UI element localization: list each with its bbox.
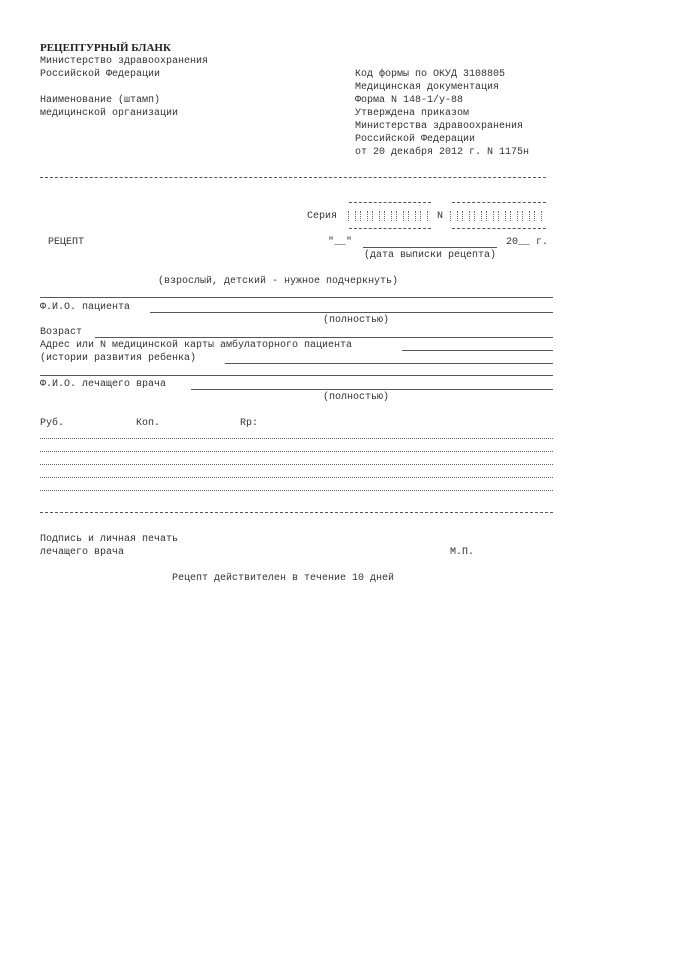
age-label: Возраст [40, 327, 83, 338]
series-cell[interactable] [396, 211, 404, 221]
prescription-line[interactable] [40, 477, 553, 478]
number-bottom-rule [452, 228, 546, 229]
number-cell[interactable] [522, 211, 530, 221]
address-label: Адрес или N медицинской карты амбулаторного пациента [40, 340, 353, 351]
number-cell[interactable] [450, 211, 458, 221]
approved-line: Утверждена приказом [355, 108, 470, 119]
patient-type-note: (взрослый, детский - нужное подчеркнуть) [158, 276, 399, 287]
signature-label-2: лечащего врача [40, 547, 125, 558]
recipe-label: РЕЦЕПТ [48, 237, 85, 248]
kop-label: Коп. [136, 418, 161, 429]
doctor-name-label: Ф.И.О. лечащего врача [40, 379, 167, 390]
prescription-line[interactable] [40, 490, 553, 491]
series-cell[interactable] [348, 211, 356, 221]
number-top-rule [452, 202, 546, 203]
order-date-line: от 20 декабря 2012 г. N 1175н [355, 147, 530, 158]
series-bottom-rule [349, 228, 431, 229]
form-number: Форма N 148-1/у-88 [355, 95, 464, 106]
number-cell[interactable] [534, 211, 542, 221]
address-field[interactable] [402, 350, 553, 351]
top-dashed-rule [40, 177, 546, 178]
number-boxes[interactable] [450, 211, 546, 221]
okud-code: Код формы по ОКУД 3108805 [355, 69, 506, 80]
number-label: N [437, 211, 444, 222]
history-field[interactable] [225, 363, 553, 364]
patient-name-field[interactable] [150, 312, 553, 313]
series-cell[interactable] [372, 211, 380, 221]
patient-name-label: Ф.И.О. пациента [40, 302, 131, 313]
history-label: (истории развития ребенка) [40, 353, 197, 364]
series-cell[interactable] [360, 211, 368, 221]
prescription-line[interactable] [40, 438, 553, 439]
med-doc-line: Медицинская документация [355, 82, 500, 93]
prescription-line[interactable] [40, 464, 553, 465]
number-cell[interactable] [462, 211, 470, 221]
doctor-name-caption: (полностью) [323, 392, 390, 403]
ministry-line-2: Российской Федерации [40, 69, 161, 80]
ministry-line-right: Министерства здравоохранения [355, 121, 524, 132]
number-cell[interactable] [474, 211, 482, 221]
rub-label: Руб. [40, 418, 65, 429]
series-top-rule [349, 202, 431, 203]
ministry-line-1: Министерство здравоохранения [40, 56, 209, 67]
date-month-field[interactable] [363, 247, 497, 248]
rule-above-patient [40, 297, 553, 298]
age-field[interactable] [95, 337, 553, 338]
number-cell[interactable] [486, 211, 494, 221]
stamp-label-2: медицинской организации [40, 108, 179, 119]
date-day-quote: "__" [328, 237, 353, 248]
series-cell[interactable] [384, 211, 392, 221]
number-cell[interactable] [498, 211, 506, 221]
series-cell[interactable] [408, 211, 416, 221]
address-extra-line[interactable] [40, 375, 553, 376]
bottom-dashed-rule [40, 512, 553, 513]
signature-label-1: Подпись и личная печать [40, 534, 179, 545]
series-cell[interactable] [420, 211, 428, 221]
federation-line-right: Российской Федерации [355, 134, 476, 145]
patient-name-caption: (полностью) [323, 315, 390, 326]
stamp-label-1: Наименование (штамп) [40, 95, 161, 106]
number-cell[interactable] [510, 211, 518, 221]
form-title: РЕЦЕПТУРНЫЙ БЛАНК [40, 42, 171, 54]
doctor-name-field[interactable] [191, 389, 553, 390]
stamp-place-label: М.П. [450, 547, 475, 558]
prescription-line[interactable] [40, 451, 553, 452]
series-label: Серия [307, 211, 338, 222]
date-year: 20__ г. [506, 237, 549, 248]
rp-label: Rp: [240, 418, 259, 429]
date-caption: (дата выписки рецепта) [364, 250, 497, 261]
validity-note: Рецепт действителен в течение 10 дней [172, 573, 395, 584]
series-boxes[interactable] [348, 211, 432, 221]
